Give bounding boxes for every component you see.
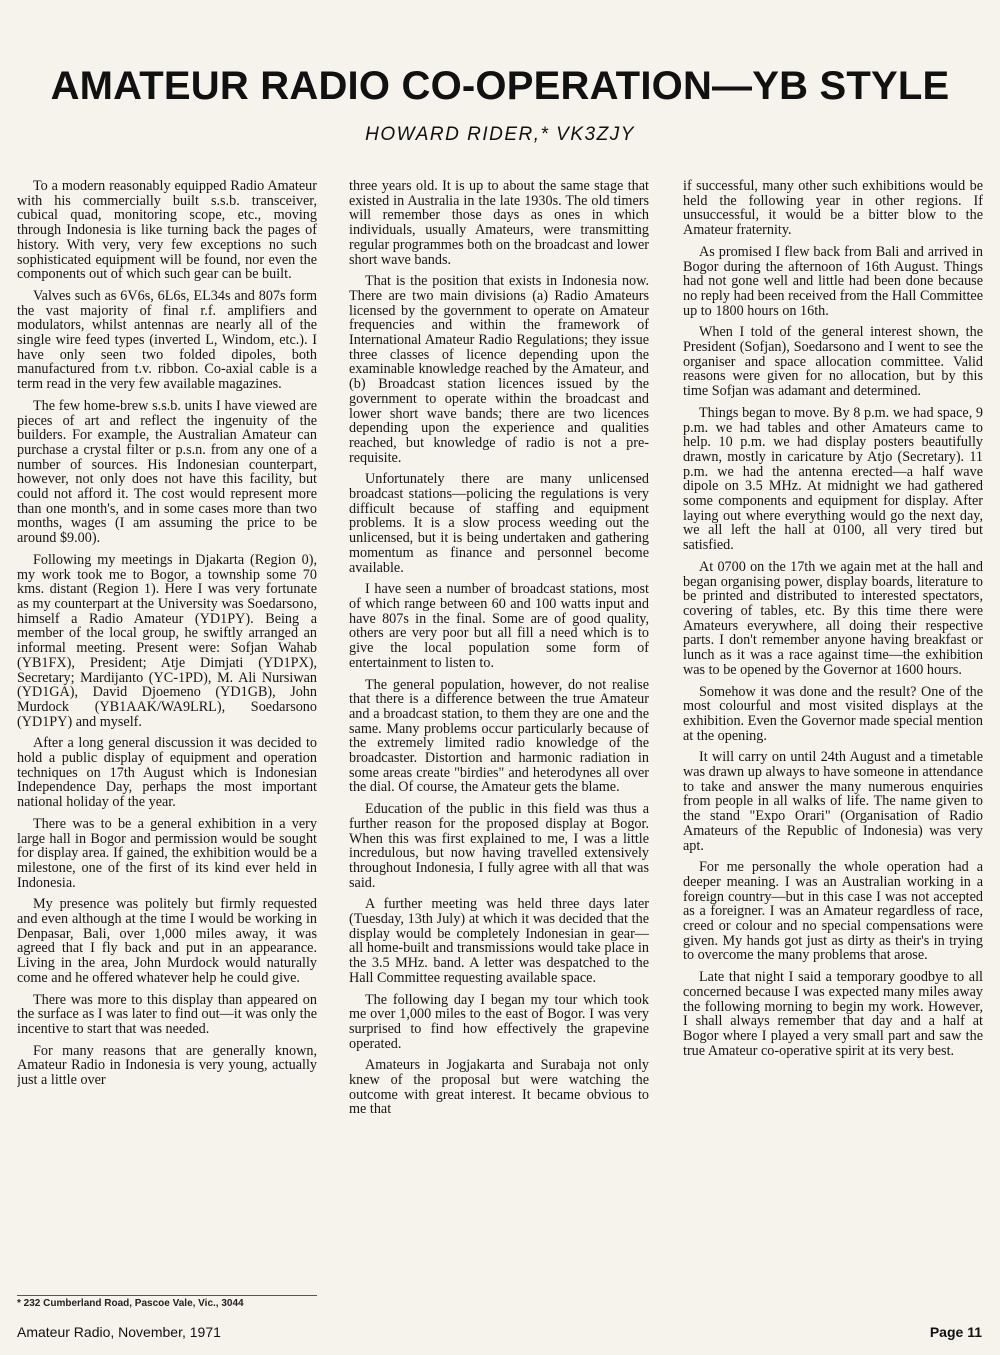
paragraph: Following my meetings in Djakarta (Region 0), my work took me to Bogor, a township some 70 kms. distant (Region 1). Here I was very fortunate as my counterpart at the University was Soedarsono, himself a Radio Amateur (YD1PY). Being a member of the local group, he swiftly arranged an informal meeting. Present were: Sofjan Wahab (YB1FX), President; Atje Dimjati (YD1PX), Secretary; Mardijanto (YC-1PD), M. Ali Nursiwan (YD1GA), David Djoemeno (YD1GB), John Murdock (YB1AAK/WA9LRL), Soedarsono (YD1PY) and myself. (17, 551, 317, 730)
paragraph: For me personally the whole operation had a deeper meaning. I was an Australian working in a foreign country—but in this case I was not accepted as a foreigner. I was an Amateur regardless of race, creed or colour and no special compensations were given. My hands got just as dirty as their's in trying to overcome the many problems that arose. (683, 859, 983, 964)
paragraph: As promised I flew back from Bali and arrived in Bogor during the afternoon of 16th August. Things had not gone well and little had been done because no reply had been received from the Hall Committee up to 1800 hours on 16th. (683, 243, 983, 319)
page-number: Page 11 (929, 1324, 982, 1340)
paragraph: There was to be a general exhibition in a very large hall in Bogor and permission would be sought for display area. If gained, the exhibition would be a milestone, one of the first of its kind ever held in Indonesia. (17, 815, 317, 891)
article-title: AMATEUR RADIO CO-OPERATION—YB STYLE (50, 64, 950, 108)
paragraph: That is the position that exists in Indonesia now. There are two main divisions (a) Radio Amateurs licensed by the government to operate on Amateur frequencies and within the framework of International Amateur Radio Regulations; they issue three classes of licence depending upon the examinable knowledge reached by the Amateur, and (b) Broadcast station licences issued by the government to operate within the broadcast and lower short wave bands; there are two licences depending upon the experience and qualities reached, but knowledge of radio is not a pre-requisite. (349, 273, 649, 466)
paragraph: When I told of the general interest shown, the President (Sofjan), Soedarsono and I went to see the organiser and space allocation committee. Valid reasons were given for no allocation, but by this time Sofjan was adamant and determined. (683, 324, 983, 400)
paragraph: The following day I began my tour which took me over 1,000 miles to the east of Bogor. I was very surprised to find how effectively the grapevine operated. (349, 991, 649, 1052)
paragraph: Valves such as 6V6s, 6L6s, EL34s and 807s form the vast majority of final r.f. amplifiers and modulators, whilst antennas are nearly all of the single wire feed types (inverted L, Windom, etc.). I have only seen two folded dipoles, both manufactured from t.v. ribbon. Co-axial cable is a term read in the very few available magazines. (17, 287, 317, 393)
publication-footer: Amateur Radio, November, 1971 (17, 1324, 221, 1340)
paragraph: After a long general discussion it was decided to hold a public display of equipment and operation techniques on 17th August which is Indonesian Independence Day, perhaps the most important national holiday of the year. (17, 735, 317, 811)
paragraph: To a modern reasonably equipped Radio Amateur with his commercially built s.s.b. transceiver, cubical quad, monitoring scope, etc., moving through Indonesia is like turning back the pages of history. With very, very few exceptions no such sophisticated equipment will be found, nor even the components out of which such gear can be built. (17, 179, 317, 283)
paragraph: A further meeting was held three days later (Tuesday, 13th July) at which it was decided that the display would be completely Indonesian in gear—all home-built and transmissions would take place in the 3.5 MHz. band. A letter was despatched to the Hall Committee requesting available space. (349, 896, 649, 986)
paragraph: Education of the public in this field was thus a further reason for the proposed display at Bogor. When this was first explained to me, I was a little incredulous, but now having travelled extensively throughout Indonesia, I fully agree with all that was said. (349, 801, 649, 891)
paragraph: Unfortunately there are many unlicensed broadcast stations—policing the regulations is very difficult because of staffing and equipment problems. It is a slow process weeding out the unlicensed, but it is being undertaken and gathering momentum as finance and personnel become available. (349, 471, 649, 576)
paragraph: It will carry on until 24th August and a timetable was drawn up always to have someone in attendance to take and answer the many numerous enquiries from people in all walks of life. The name given to the stand "Expo Orari" (Organisation of Radio Amateurs of the Republic of Indonesia) was very apt. (683, 749, 983, 854)
article-byline: HOWARD RIDER,* VK3ZJY (365, 124, 635, 145)
paragraph: The general population, however, do not realise that there is a difference between the true Amateur and a broadcast station, to them they are one and the same. Many problems occur particularly because of the extremely limited radio knowledge of the broadcaster. Distortion and harmonic radiation in some areas create "birdies" and heterodynes all over the dial. Of course, the Amateur gets the blame. (349, 676, 649, 796)
paragraph: There was more to this display than appeared on the surface as I was later to find out—it was only the incentive to start that was needed. (17, 991, 317, 1037)
paragraph: Somehow it was done and the result? One of the most colourful and most visited displays at the exhibition. Even the Governor made special mention at the opening. (683, 683, 983, 744)
paragraph: My presence was politely but firmly requested and even although at the time I would be working in Denpasar, Bali, over 1,000 miles away, it was agreed that I fly back and put in an appearance. Living in the area, John Murdock would naturally come and he offered whatever help he could give. (17, 896, 317, 986)
author-address-footnote: * 232 Cumberland Road, Pascoe Vale, Vic., 3044 (17, 1298, 244, 1309)
article-column-3 (683, 179, 983, 1279)
paragraph: Late that night I said a temporary goodbye to all concerned because I was expected many miles away the following morning to begin my work. However, I shall always remember that day and a half at Bogor where I played a very small part and saw the true Amateur co-operative spirit at its very best. (683, 969, 983, 1059)
footnote-divider (17, 1295, 317, 1296)
paragraph: Amateurs in Jogjakarta and Surabaja not only knew of the proposal but were watching the outcome with great interest. It became obvious to me that (349, 1057, 649, 1118)
paragraph: The few home-brew s.s.b. units I have viewed are pieces of art and reflect the ingenuity of the builders. For example, the Australian Amateur can purchase a crystal filter or p.s.n. from any one of a number of sources. His Indonesian counterpart, however, not only does not have this facility, but could not afford it. The cost would represent more than one month's, and in some cases more than two months, wages (I am assuming the price to be around $9.00). (17, 397, 317, 547)
paragraph: if successful, many other such exhibitions would be held the following year in other regions. If unsuccessful, it would be a bitter blow to the Amateur fraternity. (683, 179, 983, 239)
article-column-2 (349, 179, 649, 1279)
paragraph: three years old. It is up to about the same stage that existed in Australia in the late 1930s. The old timers will remember those days as ones in which individuals, usually Amateurs, were transmitting regular programmes both on the broadcast and lower short wave bands. (349, 179, 649, 268)
article-column-1 (17, 179, 317, 1289)
paragraph: For many reasons that are generally known, Amateur Radio in Indonesia is very young, actually just a little over (17, 1042, 317, 1089)
paragraph: Things began to move. By 8 p.m. we had space, 9 p.m. we had tables and other Amateurs came to help. 10 p.m. we had display posters beautifully drawn, mostly in caricature by Atjo (Secretary). 11 p.m. we had the antenna erected—a half wave dipole on 3.5 MHz. At midnight we had gathered some components and equipment for display. After laying out where everything would go the next day, we all left the hall at 0100, all very tired but satisfied. (683, 404, 983, 554)
paragraph: I have seen a number of broadcast stations, most of which range between 60 and 100 watts input and have 807s in the final. Some are of good quality, others are very poor but all fill a need which is to give the local population some form of entertainment to listen to. (349, 581, 649, 671)
paragraph: At 0700 on the 17th we again met at the hall and began organising power, display boards, literature to be printed and distributed to interested spectators, covering of tables, etc. By this time there were Amateurs everywhere, all doing their respective parts. I don't remember anyone having breakfast or lunch as it was a race against time—the exhibition was to be opened by the Governor at 1600 hours. (683, 558, 983, 678)
